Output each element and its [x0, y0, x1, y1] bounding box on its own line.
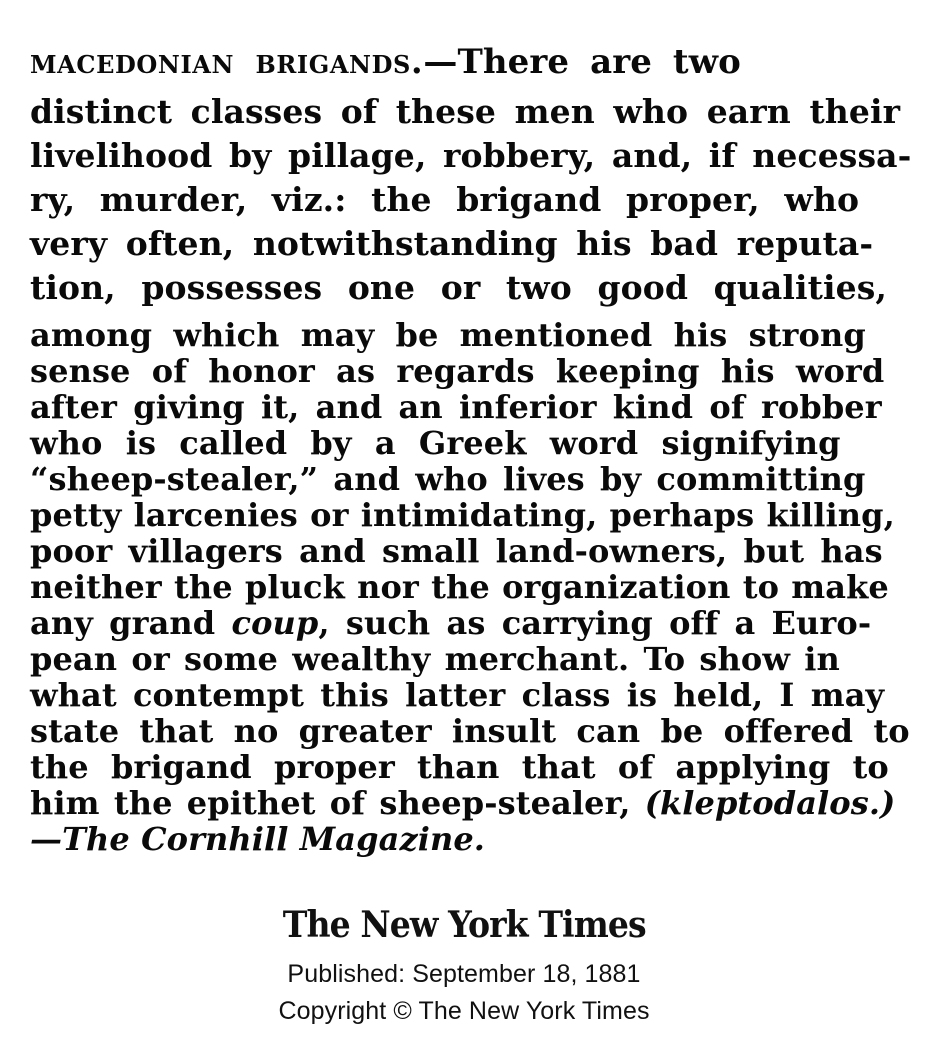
line-text-a: any grand: [30, 604, 232, 642]
publication-credits: [0, 956, 928, 1030]
line-text-b: , such as carrying off a Euro-: [318, 604, 872, 642]
article-line: among which may be mentioned his strong: [30, 316, 866, 354]
article-line: [30, 784, 894, 822]
article-line: [30, 42, 894, 82]
article-line: tion, possesses one or two good qualities,: [30, 268, 887, 307]
article-line: sense of honor as regards keeping his word: [30, 352, 885, 390]
article-line: [30, 604, 894, 642]
article-line: petty larcenies or intimidating, perhaps killing,: [30, 496, 895, 534]
article-line: what contempt this latter class is held, I may: [30, 676, 885, 714]
article-line: “sheep-stealer,” and who lives by committing: [30, 460, 866, 498]
article-line: after giving it, and an inferior kind of robber: [30, 388, 882, 426]
italic-term-coup: coup: [231, 604, 319, 642]
article-line: very often, notwithstanding his bad reputa-: [30, 224, 874, 263]
copyright-notice: Copyright © The New York Times: [278, 997, 650, 1025]
article-line: livelihood by pillage, robbery, and, if necessa-: [30, 136, 912, 175]
article-line: poor villagers and small land-owners, but has: [30, 532, 883, 570]
italic-term-kleptodalos: (kleptodalos.): [644, 784, 896, 822]
article-line: distinct classes of these men who earn their: [30, 92, 901, 131]
article-line: neither the pluck nor the organization to make: [30, 568, 889, 606]
article-headline: macedonian brigands.: [30, 42, 424, 82]
line-text-c: him the epithet of sheep-stealer,: [30, 784, 645, 822]
article-line: pean or some wealthy merchant. To show in: [30, 640, 840, 678]
nyt-nameplate-text: The New York Times: [282, 904, 646, 946]
nyt-masthead: [0, 903, 928, 947]
published-date: Published: September 18, 1881: [287, 960, 641, 988]
article-line: who is called by a Greek word signifying: [30, 424, 841, 462]
article-line: state that no greater insult can be offered to: [30, 712, 910, 750]
article-line: the brigand proper than that of applying to: [30, 748, 889, 786]
source-credit: —The Cornhill Magazine.: [30, 820, 486, 858]
article-line: ry, murder, viz.: the brigand proper, who: [30, 180, 860, 219]
headline-tail: —There are two: [423, 42, 741, 82]
